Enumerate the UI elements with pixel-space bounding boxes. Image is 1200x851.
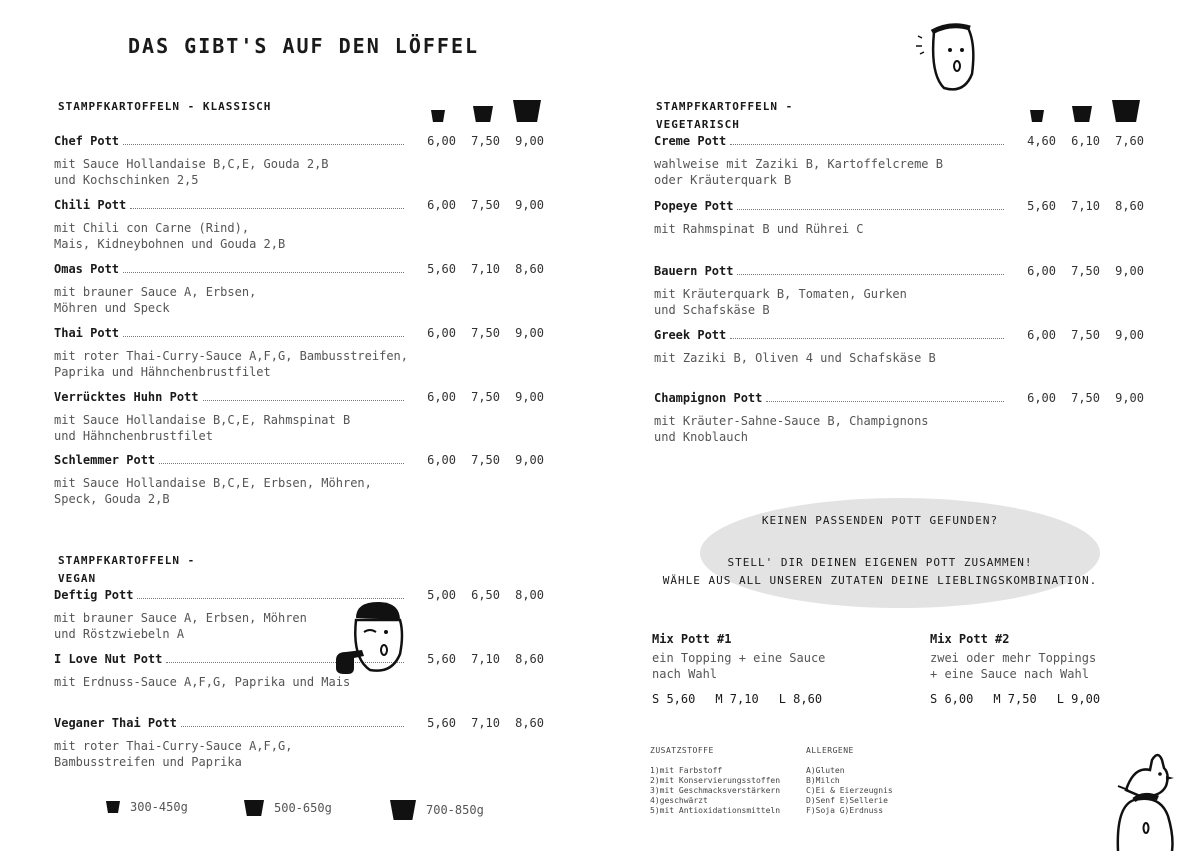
menu-item-description: mit Rahmspinat B und Rührei C [654,222,864,236]
menu-item-name: Omas Pott [54,262,120,276]
menu-item [54,453,544,507]
price-large: 8,60 [515,262,544,276]
menu-item-description: mit brauner Sauce A, Erbsen, Möhren und Speck [54,285,257,315]
price-large: 9,00 [515,326,544,340]
price-large: 8,60 [1115,199,1144,213]
doodle-bird-icon [1104,746,1184,851]
menu-item-name: Thai Pott [54,326,120,340]
menu-item-description: mit Sauce Hollandaise B,C,E, Gouda 2,B und Kochschinken 2,5 [54,157,329,187]
price-medium: 7,50 [471,134,500,148]
menu-item-prices [1012,328,1144,342]
price-small: 6,00 [427,326,456,340]
price-small: 6,00 [427,390,456,404]
price-medium: 7,10 [1071,199,1100,213]
dot-leader [766,401,1004,402]
mix-info-box [630,498,1130,608]
dot-leader [737,274,1004,275]
menu-item-prices [412,390,544,404]
dot-leader [203,400,405,401]
mix-line-1: STELL' DIR DEINEN EIGENEN POTT ZUSAMMEN! [727,556,1033,569]
price-medium: 6,10 [1071,134,1100,148]
menu-item-description: mit Chili con Carne (Rind), Mais, Kidneybohnen und Gouda 2,B [54,221,286,251]
doodle-pipe-man-icon [326,598,416,678]
menu-item-name: Schlemmer Pott [54,453,156,467]
menu-item-prices [1012,391,1144,405]
price-small: 6,00 [1027,264,1056,278]
small-cup-icon [106,801,120,813]
price-medium: 7,10 [471,652,500,666]
dot-leader [123,272,404,273]
menu-item-name: Bauern Pott [654,264,734,278]
mix-pott-desc: zwei oder mehr Toppings + eine Sauce nach Wahl [930,651,1097,681]
menu-item [654,328,1144,366]
price-large: 9,00 [515,390,544,404]
dot-leader [130,208,404,209]
menu-item-prices [412,198,544,212]
price-small: 5,60 [427,262,456,276]
price-m: M 7,50 [993,692,1037,706]
doodle-face-icon [912,14,982,94]
menu-item-name: Veganer Thai Pott [54,716,177,730]
menu-item [54,588,544,642]
price-medium: 7,50 [471,326,500,340]
small-cup-icon [431,110,445,122]
large-cup-icon [390,800,416,820]
menu-item-name: Greek Pott [654,328,727,342]
price-large: 8,60 [515,716,544,730]
mix-pott-2 [930,632,1150,706]
menu-item [654,391,1144,445]
legend-small: 300-450g [106,800,188,814]
price-small: 6,00 [1027,328,1056,342]
price-large: 7,60 [1115,134,1144,148]
menu-item-description: mit roter Thai-Curry-Sauce A,F,G, Bambusstreifen, Paprika und Hähnchenbrustfilet [54,349,409,379]
dot-leader [737,209,1004,210]
price-small: 5,60 [1027,199,1056,213]
price-large: 9,00 [1115,328,1144,342]
menu-item [54,652,544,690]
price-large: 9,00 [515,453,544,467]
large-cup-icon [1112,100,1140,122]
mix-pott-1 [652,632,872,706]
price-small: 4,60 [1027,134,1056,148]
menu-item [54,390,544,444]
price-l: L 8,60 [778,692,823,706]
menu-item-name: Popeye Pott [654,199,734,213]
menu-item [54,134,544,188]
menu-item-prices [412,134,544,148]
price-large: 9,00 [1115,264,1144,278]
menu-item-prices [1012,199,1144,213]
menu-item [654,134,1144,188]
menu-item [654,264,1144,318]
price-s: S 6,00 [930,692,974,706]
price-medium: 7,50 [1071,264,1100,278]
price-medium: 7,10 [471,262,500,276]
mix-pott-desc: ein Topping + eine Sauce nach Wahl [652,651,826,681]
menu-item-description: mit Kräuterquark B, Tomaten, Gurken und Schafskäse B [654,287,907,317]
medium-cup-icon [473,106,493,122]
medium-cup-icon [1072,106,1092,122]
price-l: L 9,00 [1056,692,1101,706]
menu-item-description: mit Erdnuss-Sauce A,F,G, Paprika und Mais [54,675,351,689]
price-large: 8,60 [515,652,544,666]
menu-item-description: mit Zaziki B, Oliven 4 und Schafskäse B [654,351,936,365]
small-cup-icon [1030,110,1044,122]
price-m: M 7,10 [715,692,759,706]
menu-item-prices [412,326,544,340]
price-small: 5,00 [427,588,456,602]
zusatzstoffe-list: ZUSATZSTOFFE 1)mit Farbstoff 2)mit Konservierungsstoffen 3)mit Geschmacksverstärkern 4)geschwärzt 5)mit Antioxidationsmitteln [650,746,781,815]
menu-item [654,199,1144,237]
mix-pott-name: Mix Pott #1 [652,632,732,646]
menu-item-prices [1012,264,1144,278]
menu-item-description: wahlweise mit Zaziki B, Kartoffelcreme B oder Kräuterquark B [654,157,943,187]
price-large: 9,00 [515,134,544,148]
price-medium: 7,10 [471,716,500,730]
price-small: 6,00 [427,198,456,212]
legend-medium: 500-650g [244,800,332,816]
dot-leader [123,336,404,337]
menu-item-name: Champignon Pott [654,391,763,405]
menu-item-name: Creme Pott [654,134,727,148]
menu-item-name: I Love Nut Pott [54,652,163,666]
menu-item-name: Chef Pott [54,134,120,148]
price-small: 6,00 [1027,391,1056,405]
large-cup-icon [513,100,541,122]
menu-item-description: mit Sauce Hollandaise B,C,E, Erbsen, Möhren, Speck, Gouda 2,B [54,476,372,506]
menu-item [54,198,544,252]
price-medium: 7,50 [1071,391,1100,405]
menu-item-prices [412,716,544,730]
menu-item [54,716,544,770]
menu-item [54,326,544,380]
dot-leader [181,726,404,727]
legend-large: 700-850g [390,800,484,820]
section-heading-klassisch: STAMPFKARTOFFELN - KLASSISCH [44,96,300,118]
menu-item [54,262,544,316]
page-title: DAS GIBT'S AUF DEN LÖFFEL [128,34,480,58]
price-small: 6,00 [427,134,456,148]
size-icons-right [1030,100,1140,122]
menu-item-prices [412,453,544,467]
price-large: 9,00 [1115,391,1144,405]
menu-item-name: Verrücktes Huhn Pott [54,390,199,404]
menu-item-name: Deftig Pott [54,588,134,602]
dot-leader [730,338,1004,339]
menu-item-name: Chili Pott [54,198,127,212]
price-small: 5,60 [427,652,456,666]
medium-cup-icon [244,800,264,816]
menu-item-description: mit roter Thai-Curry-Sauce A,F,G, Bambusstreifen und Paprika [54,739,293,769]
dot-leader [159,463,404,464]
mix-line-2: WÄHLE AUS ALL UNSEREN ZUTATEN DEINE LIEBLINGSKOMBINATION. [662,574,1098,587]
price-medium: 7,50 [471,453,500,467]
price-medium: 7,50 [471,198,500,212]
section-heading-vegan: STAMPFKARTOFFELN - VEGAN [44,550,254,572]
menu-item-prices [1012,134,1144,148]
price-large: 8,00 [515,588,544,602]
menu-item-description: mit brauner Sauce A, Erbsen, Möhren und Röstzwiebeln A [54,611,307,641]
section-heading-vegetarisch: STAMPFKARTOFFELN - VEGETARISCH [642,96,894,118]
allergene-list: ALLERGENE A)Gluten B)Milch C)Ei & Eierzeugnis D)Senf E)Sellerie F)Soja G)Erdnuss [806,746,893,815]
dot-leader [123,144,404,145]
menu-item-description: mit Kräuter-Sahne-Sauce B, Champignons und Knoblauch [654,414,929,444]
price-medium: 6,50 [471,588,500,602]
price-medium: 7,50 [1071,328,1100,342]
menu-item-description: mit Sauce Hollandaise B,C,E, Rahmspinat B und Hähnchenbrustfilet [54,413,351,443]
menu-item-prices [412,652,544,666]
menu-item-prices [412,588,544,602]
price-small: 5,60 [427,716,456,730]
menu-item-prices [412,262,544,276]
price-small: 6,00 [427,453,456,467]
price-large: 9,00 [515,198,544,212]
price-medium: 7,50 [471,390,500,404]
price-s: S 5,60 [652,692,696,706]
size-icons-left [431,100,541,122]
mix-pott-name: Mix Pott #2 [930,632,1010,646]
mix-question: KEINEN PASSENDEN POTT GEFUNDEN? [761,514,999,527]
dot-leader [730,144,1004,145]
